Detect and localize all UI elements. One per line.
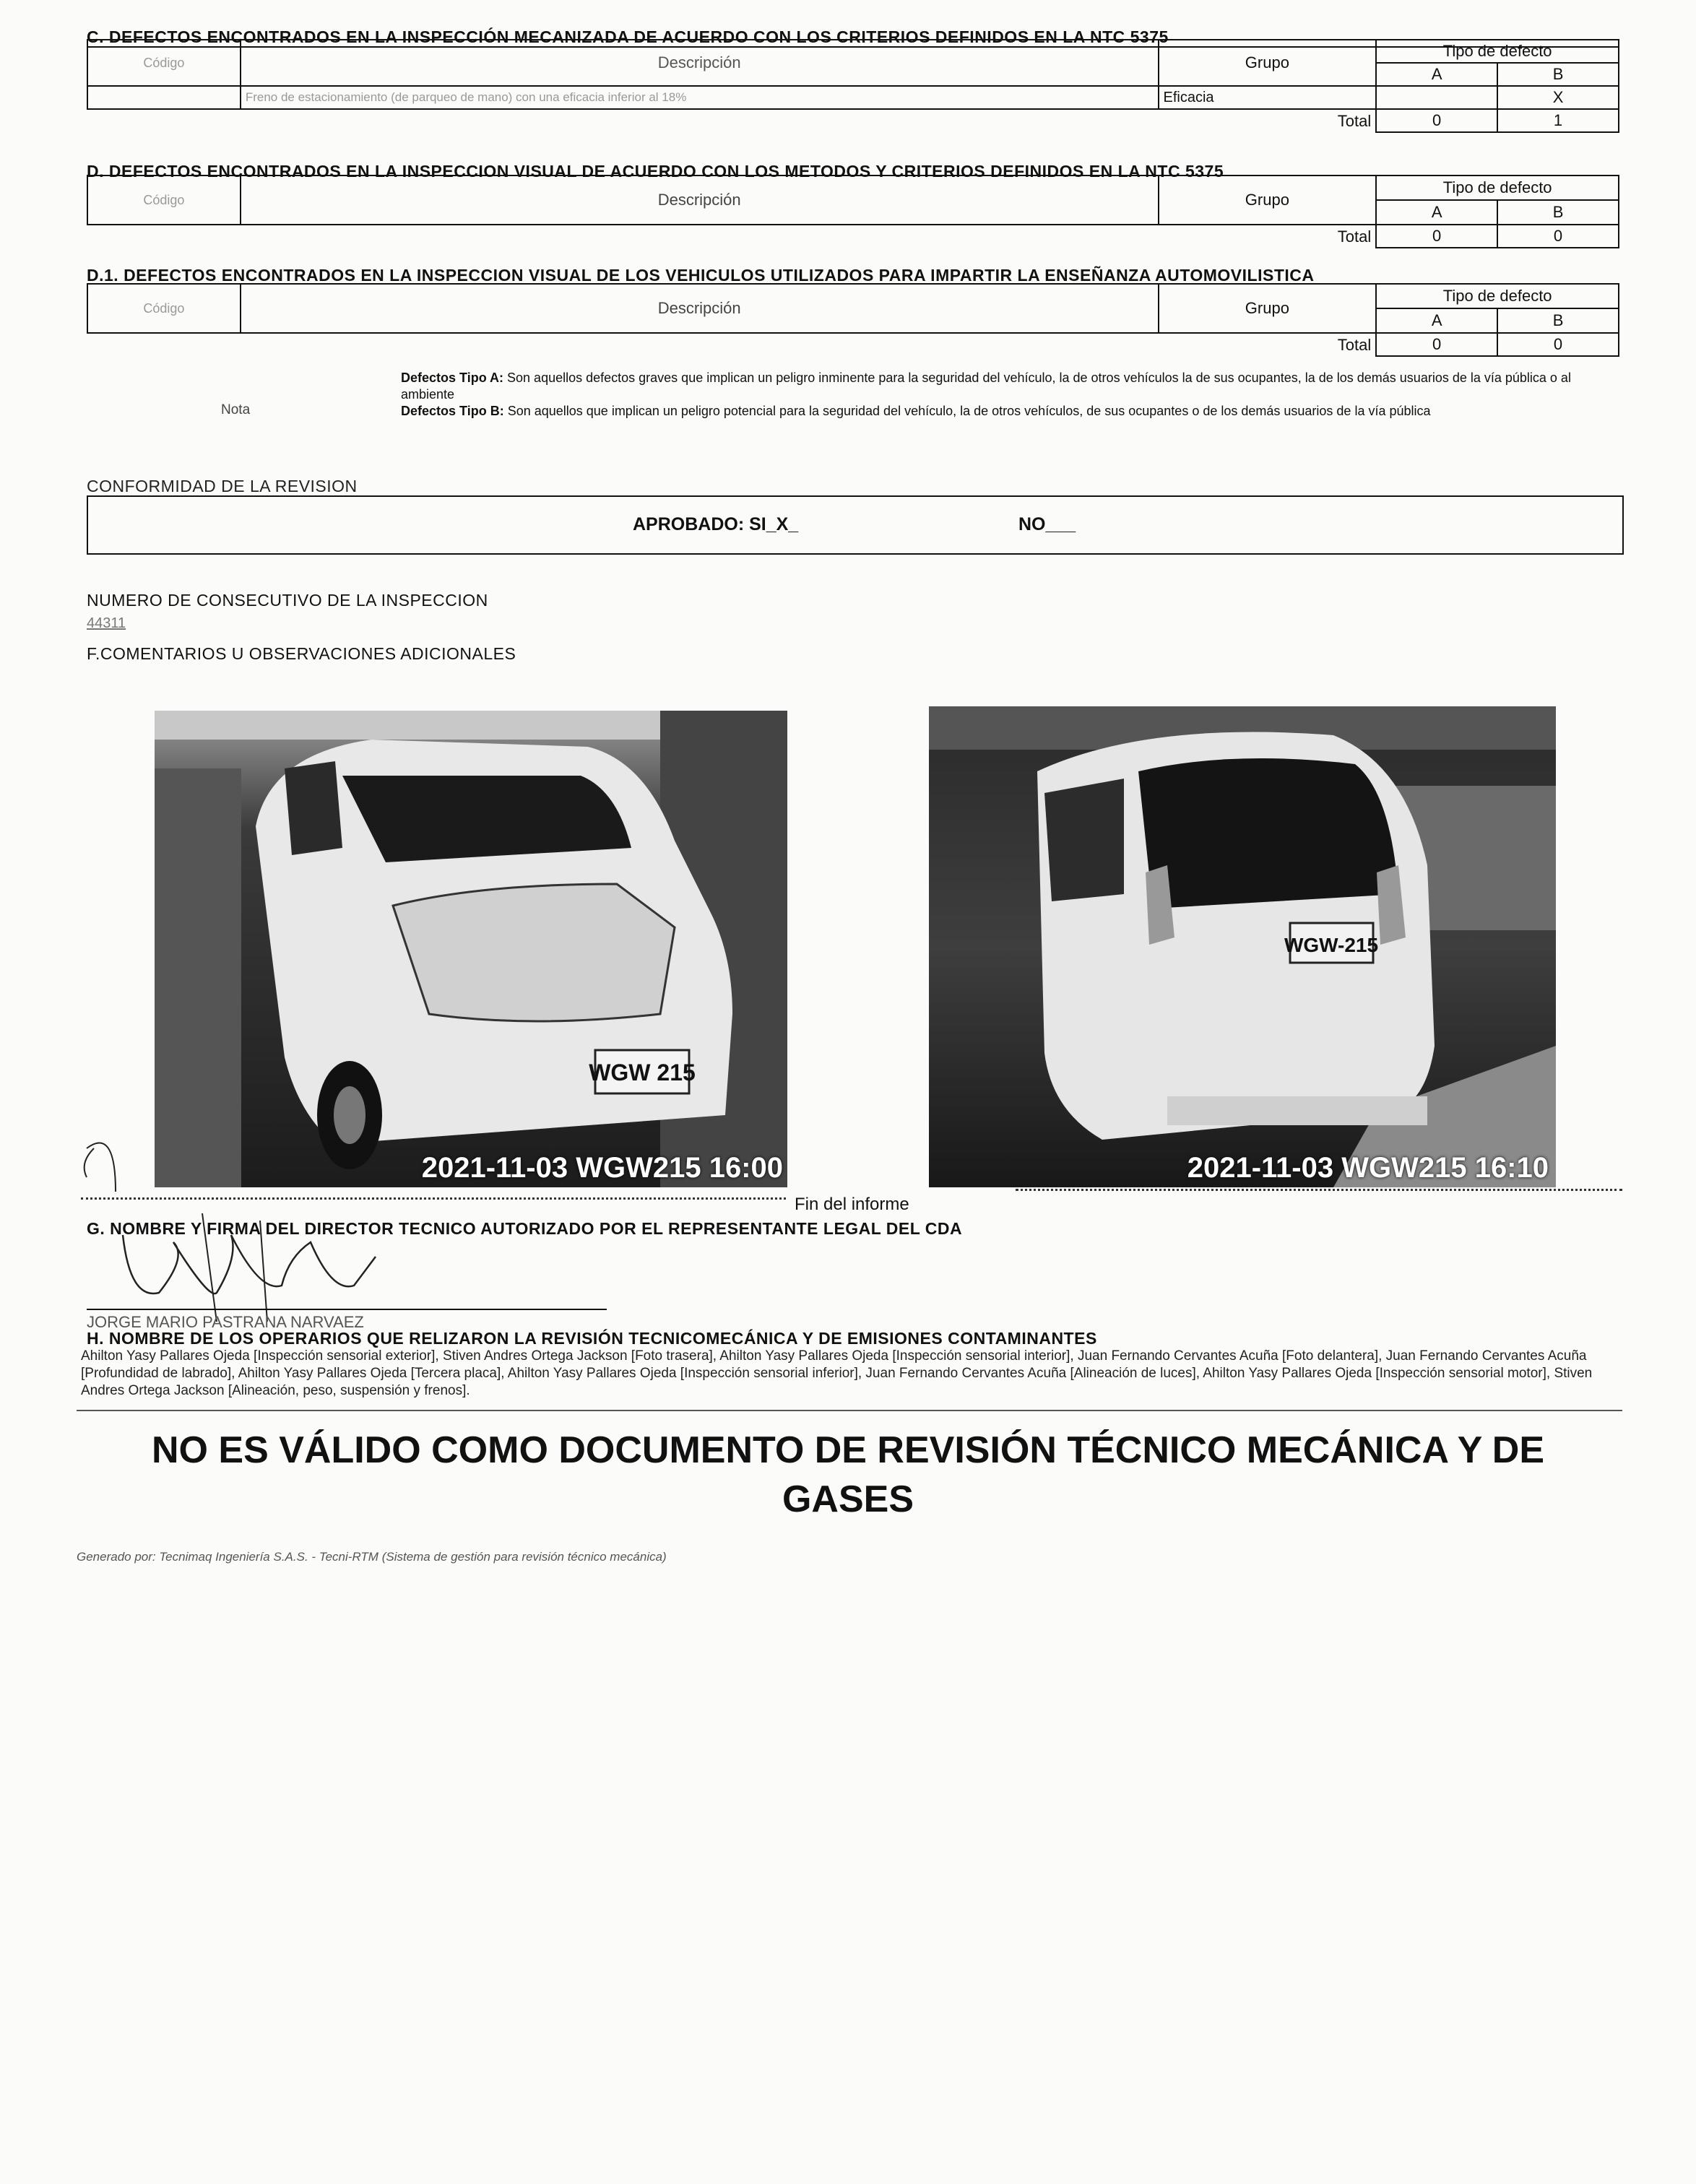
fin-informe: Fin del informe [795,1195,909,1214]
col-a: A [1376,308,1497,333]
col-codigo: Código [87,176,241,225]
front-plate: WGW 215 [589,1060,696,1086]
col-grupo: Grupo [1159,284,1377,333]
col-codigo: Código [87,40,241,86]
tipo-a-text: Son aquellos defectos graves que implican un peligro inminente para la seguridad del vehículo, la de otros vehículos la de sus ocupantes, la de los demás usuarios de la vía pública o al ambiente [401,370,1571,402]
front-timestamp: 2021-11-03 WGW215 16:00 [421,1152,783,1184]
col-grupo: Grupo [1159,40,1377,86]
total-a: 0 [1376,333,1497,356]
tipo-b-label: Defectos Tipo B: [401,404,504,418]
footer-generated: Generado por: Tecnimaq Ingeniería S.A.S. - Tecni-RTM (Sistema de gestión para revisión técnico mecánica) [77,1550,667,1564]
conformidad-title: CONFORMIDAD DE LA REVISION [87,477,358,495]
aprobado-si: APROBADO: SI_X_ [633,514,799,534]
nota-label: Nota [221,402,251,417]
tipo-a-label: Defectos Tipo A: [401,370,504,385]
col-b: B [1497,308,1619,333]
col-a: A [1376,200,1497,225]
row-codigo [87,86,241,109]
director-signature [72,1112,404,1329]
row-b: X [1497,86,1619,109]
operarios-text: Ahilton Yasy Pallares Ojeda [Inspección sensorial exterior], Stiven Andres Ortega Jackson [Foto trasera], Ahilton Yasy Pallares Ojeda [Inspección sensorial interior], Juan Fernando Cervantes Acuña [Foto delantera], Juan Fernando Cervantes Acuña [Profundidad de labrado], Ahilton Yasy Pallares Ojeda [Tercera placa], Ahilton Yasy Pallares Ojeda [Inspección sensorial inferior], Juan Fernando Cervantes Acuña [Alineación de luces], Ahilton Yasy Pallares Ojeda [Inspección sensorial motor], Stiven Andres Ortega Jackson [Alineación, peso, suspensión y frenos]. [81,1348,1593,1398]
disclaimer-line-2: GASES [782,1478,914,1520]
rear-van-image [929,706,1556,1187]
comentarios-title: F.COMENTARIOS U OBSERVACIONES ADICIONALES [87,644,516,663]
signature-line [87,1309,607,1310]
section-d1-table [87,283,1619,357]
col-grupo: Grupo [1159,176,1377,225]
section-d1-title: D.1. DEFECTOS ENCONTRADOS EN LA INSPECCION VISUAL DE LOS VEHICULOS UTILIZADOS PARA IMPARTIR LA ENSEÑANZA AUTOMOVILISTICA [87,266,1315,285]
total-b: 0 [1497,333,1619,356]
total-a: 0 [1376,109,1497,132]
rear-photo [929,706,1556,1187]
col-b: B [1497,63,1619,86]
section-d-title: D. DEFECTOS ENCONTRADOS EN LA INSPECCION VISUAL DE ACUERDO CON LOS METODOS Y CRITERIOS DEFINIDOS EN LA NTC 5375 [87,162,1224,181]
col-descripcion: Descripción [241,40,1159,86]
conformidad-box [87,495,1624,555]
rear-timestamp: 2021-11-03 WGW215 16:10 [1187,1152,1549,1184]
section-h-rule [77,1410,1622,1411]
divider-right [1016,1189,1622,1191]
total-b: 0 [1497,225,1619,248]
section-g-title: G. NOMBRE Y FIRMA DEL DIRECTOR TECNICO AUTORIZADO POR EL REPRESENTANTE LEGAL DEL CDA [87,1219,963,1238]
nota-text [401,370,1622,420]
disclaimer-line-1: NO ES VÁLIDO COMO DOCUMENTO DE REVISIÓN TÉCNICO MECÁNICA Y DE [151,1429,1545,1471]
section-c-title: C. DEFECTOS ENCONTRADOS EN LA INSPECCIÓN MECANIZADA DE ACUERDO CON LOS CRITERIOS DEFINIDOS EN LA NTC 5375 [87,27,1169,46]
col-descripcion: Descripción [241,284,1159,333]
total-label: Total [87,225,1376,248]
col-descripcion: Descripción [241,176,1159,225]
tipo-b-text: Son aquellos que implican un peligro potencial para la seguridad del vehículo, la de otros vehículos, de sus ocupantes o de los demás usuarios de la vía pública [507,404,1431,418]
col-a: A [1376,63,1497,86]
col-tipo-defecto: Tipo de defecto [1376,40,1619,63]
col-tipo-defecto: Tipo de defecto [1376,176,1619,200]
row-grupo: Eficacia [1159,86,1377,109]
row-a [1376,86,1497,109]
row-descripcion: Freno de estacionamiento (de parqueo de mano) con una eficacia inferior al 18% [241,86,1159,109]
col-codigo: Código [87,284,241,333]
total-b: 1 [1497,109,1619,132]
section-c-table [87,39,1619,133]
consecutivo-title: NUMERO DE CONSECUTIVO DE LA INSPECCION [87,591,488,610]
aprobado-no: NO___ [1018,514,1076,534]
section-h-title: H. NOMBRE DE LOS OPERARIOS QUE RELIZARON LA REVISIÓN TECNICOMECÁNICA Y DE EMISIONES CONTAMINANTES [87,1329,1097,1348]
col-tipo-defecto: Tipo de defecto [1376,284,1619,308]
col-b: B [1497,200,1619,225]
total-label: Total [87,109,1376,132]
disclaimer [0,1426,1696,1524]
total-a: 0 [1376,225,1497,248]
consecutivo-value: 44311 [87,615,126,631]
rear-plate: WGW-215 [1284,934,1379,956]
section-d-table [87,175,1619,248]
director-name: JORGE MARIO PASTRANA NARVAEZ [87,1313,364,1331]
total-label: Total [87,333,1376,356]
